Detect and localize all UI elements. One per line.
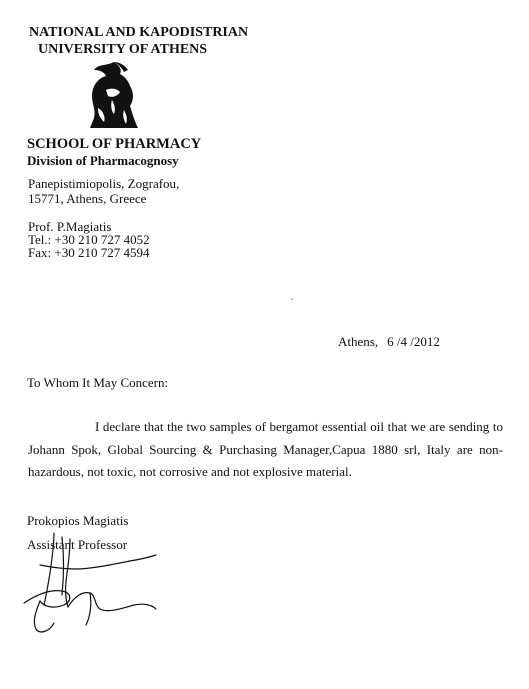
university-name: [29, 24, 248, 58]
address-line-1: Panepistimiopolis, Zografou,: [28, 176, 180, 191]
school-block: [27, 136, 201, 169]
contact-name: Prof. P.Magiatis: [28, 219, 112, 234]
signer-name: Prokopios Magiatis: [27, 513, 129, 528]
contact-tel: Tel.: +30 210 727 4052: [28, 232, 150, 247]
paper-speck: [291, 298, 293, 300]
contact-fax: Fax: +30 210 727 4594: [28, 245, 150, 260]
school-name: SCHOOL OF PHARMACY: [27, 136, 202, 152]
athena-head-emblem-icon: [84, 60, 142, 130]
date-place: Athens,: [338, 334, 379, 349]
handwritten-signature: [10, 525, 170, 640]
salutation: To Whom It May Concern:: [27, 375, 169, 390]
university-line-2: UNIVERSITY OF ATHENS: [38, 42, 208, 57]
letter-date: [338, 334, 440, 350]
date-value: 6 /4 /2012: [387, 334, 440, 349]
letter-body-text: I declare that the two samples of bergamot essential oil that we are sending to Johann Spok, Global Sourcing & Purchasing Manager,Capua 1880 srl, Italy are non-hazardous, not toxic, not corrosive and not explosive material.: [28, 419, 503, 479]
contact-block: [28, 220, 150, 259]
address-block: [28, 176, 179, 206]
address-line-2: 15771, Athens, Greece: [28, 191, 147, 206]
signer-title: Assistant Professor: [27, 537, 128, 552]
letter-body: [28, 416, 503, 484]
division-name: Division of Pharmacognosy: [27, 153, 179, 168]
university-line-1: NATIONAL AND KAPODISTRIAN: [29, 25, 249, 40]
